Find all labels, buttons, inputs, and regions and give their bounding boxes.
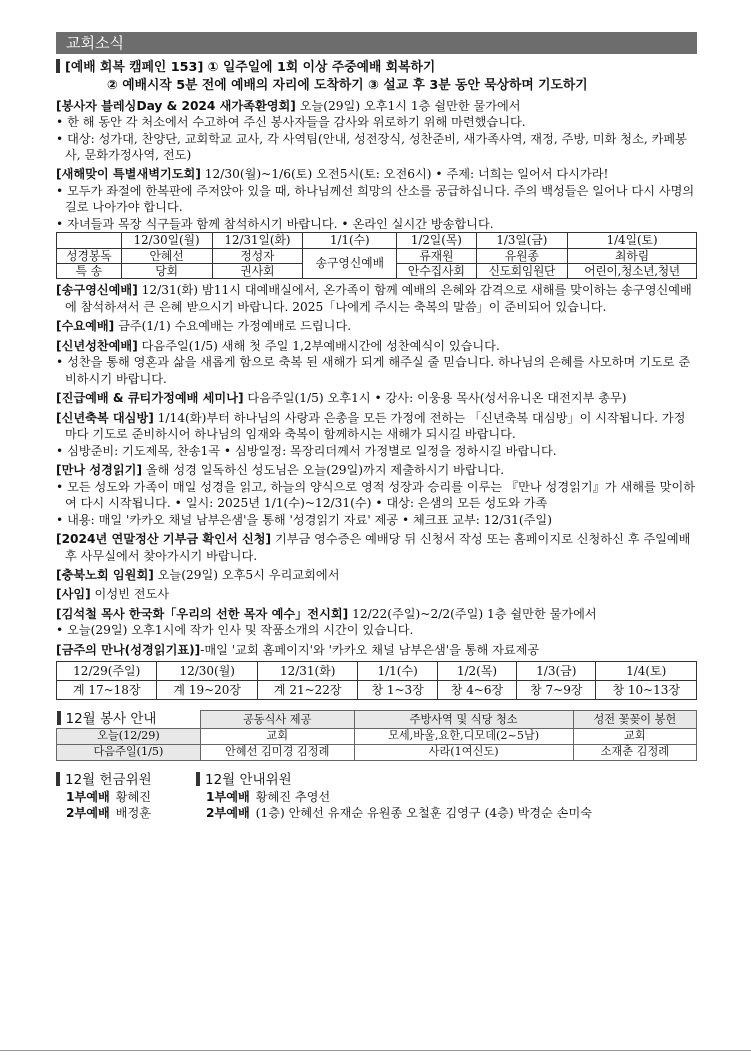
volunteer-notice [56,98,697,164]
table-row [57,233,697,248]
table-cell: 소재춘 김정례 [573,744,696,760]
service-table [56,710,697,760]
dawn-title: [새해맞이 특별새벽기도회] [56,167,201,182]
table-cell: 교회 [200,729,354,745]
table-cell: 1/3일(금) [476,233,568,248]
resign-text: 이성빈 전도사 [90,587,170,602]
campaign-line1: [예배 회복 캠페인 153] ① 일주일에 1회 이상 주중예배 회복하기 [65,60,436,76]
tax-title: [2024년 연말정산 기부금 확인서 신청] [56,532,272,547]
table-row [57,711,697,729]
table-cell: 12/29(주일) [57,662,157,681]
table-cell: 공동식사 제공 [200,711,354,729]
ushers-label1: 1부예배 [206,789,250,804]
table-row [57,662,697,681]
visit-text: 1/14(화)부터 하나님의 사랑과 은총을 모든 가정에 전하는 「신년축복 대심방」이 시작됩니다. 가정마다 기도로 준비하시어 하나님의 임재와 축복이 함께하시는 새해가 되시길 바랍니다. [65,410,686,442]
section-bar-icon [196,772,200,786]
table-cell: 권사회 [212,264,303,279]
offering-label2: 2부예배 [66,806,110,821]
communion-title: [신년성찬예배] [56,338,138,353]
dawn-schedule-table [56,232,697,279]
seminar-title: [진급예배 & 큐티가정예배 세미나] [56,391,244,406]
table-cell: 1/4일(토) [568,233,697,248]
tax-notice [56,531,697,564]
wed-text: 금주(1/1) 수요예배는 가정예배로 드립니다. [114,319,352,334]
section-banner: 교회소식 [56,32,697,54]
ushers-value2: (1층) 안혜선 유재순 유원종 오철훈 김영구 (4층) 박경순 손미숙 [251,806,592,821]
volunteer-title: [봉사자 블레싱Day & 2024 새가족환영회] [56,98,296,113]
section-bar-icon [57,711,61,725]
table-cell: 어린이,청소년,청년 [568,264,697,279]
table-cell: 창 4~6장 [437,681,516,700]
section-bar-icon [56,772,60,786]
volunteer-bullet1: • 한 해 동안 각 처소에서 수고하여 주신 봉사자들을 감사와 위로하기 위해 마련했습니다. [56,115,526,130]
newyear-title: [송구영신예배] [56,283,138,298]
table-cell: 12/31(화) [257,662,357,681]
table-cell: 성전 꽃꽂이 봉헌 [573,711,696,729]
offering-value2: 배정훈 [111,806,152,821]
offering-label1: 1부예배 [66,789,110,804]
tax-text: 기부금 영수증은 예배당 뒤 신청서 작성 또는 홈페이지로 신청하신 후 주일예배 후 사무실에서 찾아가시기 바랍니다. [65,532,691,563]
dawn-bullet2: • 자녀들과 목장 식구들과 함께 참석하시기 바랍니다. • 온라인 실시간 방송합니다. [56,216,494,231]
campaign-line2: ② 예배시작 5분 전에 예배의 자리에 도착하기 ③ 설교 후 3분 동안 묵상하며 기도하기 [107,77,588,93]
table-cell: 1/3(금) [517,662,596,681]
offering-title: 12월 헌금위원 [65,771,152,788]
exhibit-text: 12/22(주일)~2/2(주일) 1층 쉴만한 물가에서 [348,606,597,621]
table-cell: 1/2일(목) [397,233,476,248]
service-title: 12월 봉사 안내 [65,710,157,727]
manna-bullet2: • 내용: 매일 '카카오 채널 남부은샘'을 통해 '성경읽기 자료' 제공 • 체크표 교부: 12/31(주일) [56,512,552,527]
table-cell: 창 10~13장 [596,681,697,700]
footer-divider [0,1050,751,1051]
table-cell: 교회 [573,729,696,745]
table-cell: 1/2(목) [437,662,516,681]
table-cell: 안혜선 [121,248,212,263]
ushers-value1: 황혜진 추영선 [251,789,331,804]
table-cell: 오늘(12/29) [57,729,201,745]
table-cell: 1/1(수) [303,233,397,248]
table-cell: 신도회임원단 [476,264,568,279]
table-row [57,744,697,760]
table-cell: 다음주일(1/5) [57,744,201,760]
volunteer-text: 오늘(29일) 오후1시 1층 쉴만한 물가에서 [295,98,521,113]
dawn-prayer-notice [56,166,697,279]
weekly-title: [금주의 만나(성경읽기표)] [56,642,201,657]
table-cell: 12/30일(월) [121,233,212,248]
exhibit-notice [56,606,697,639]
table-row [57,729,697,745]
communion-notice [56,338,697,387]
presbytery-title: [충북노회 임원회] [56,567,154,582]
table-cell: 계 21~22장 [257,681,357,700]
service-title-cell [57,711,201,729]
table-cell: 유원종 [476,248,568,263]
table-cell: 계 19~20장 [157,681,257,700]
table-cell: 1/4(토) [596,662,697,681]
table-cell: 안혜선 김미경 김정례 [200,744,354,760]
volunteer-bullet2: • 대상: 성가대, 찬양단, 교회학교 교사, 각 사역팀(안내, 성전장식, 성찬준비, 새가족사역, 재정, 주방, 미화 청소, 카페봉사, 문화가정사역, 전도) [56,131,687,162]
weekly-text: -매일 '교회 홈페이지'와 '카카오 채널 남부은샘'을 통해 자료제공 [200,642,540,657]
table-cell: 계 17~18장 [57,681,157,700]
exhibit-title: [김석철 목사 한국화「우리의 선한 목자 예수」전시회] [56,606,349,621]
seminar-text: 다음주일(1/5) 오후1시 • 강사: 이웅용 목사(성서유니온 대전지부 총무) [243,391,627,406]
exhibit-bullet1: • 오늘(29일) 오후1시에 작가 인사 및 작품소개의 시간이 있습니다. [56,623,414,638]
table-cell: 안수집사회 [397,264,476,279]
resign-notice [56,586,697,602]
campaign [56,59,697,94]
communion-text: 다음주일(1/5) 새해 첫 주일 1,2부예배시간에 성찬예식이 있습니다. [137,338,500,353]
table-cell: 주방사역 및 식당 청소 [354,711,573,729]
offering-committee [56,771,196,822]
table-cell: 창 7~9장 [517,681,596,700]
visit-bullet1: • 심방준비: 기도제목, 찬송1곡 • 심방일정: 목장리더께서 가정별로 일정을 정하시길 바랍니다. [56,443,557,458]
newyear-service-notice [56,282,697,315]
manna-bullet1: • 모든 성도와 가족이 매일 성경을 읽고, 하늘의 양식으로 영적 성장과 승리를 이루는 『만나 성경읽기』가 새해를 맞이하여 다시 시작됩니다. • 일시: 2025년 1/1(수)~12/31(수) • 대상: 은샘의 모든 성도와 가족 [56,479,695,511]
presbytery-notice [56,567,697,583]
table-cell: 성경봉독 [57,248,122,263]
wednesday-notice [56,318,697,334]
communion-bullet1: • 성찬을 통해 영혼과 삶을 새롭게 함으로 축복 된 새해가 되게 해주실 줄 믿습니다. 하나님의 은혜를 사모하며 기도로 준비하시기 바랍니다. [56,355,691,386]
newyear-text: 12/31(화) 밤11시 대예배실에서, 온가족이 함께 예배의 은혜와 감격으로 새해를 맞이하는 송구영신예배에 참석하셔서 큰 은혜 받으시기 바랍니다. 2025「나에게 주시는 축복의 말씀」이 준비되어 있습니다. [65,283,692,314]
offering-value1: 황혜진 [111,789,152,804]
resign-title: [사임] [56,587,91,602]
table-cell: 송구영신예배 [303,248,397,279]
ushers-label2: 2부예배 [206,806,250,821]
table-cell: 1/1(수) [358,662,437,681]
manna-title: [만나 성경읽기] [56,463,143,478]
manna-text: 올해 성경 일독하신 성도님은 오늘(29일)까지 제출하시기 바랍니다. [142,463,505,478]
table-cell: 창 1~3장 [358,681,437,700]
weekly-reading [56,642,697,700]
visitation-notice [56,410,697,459]
table-cell: 류재원 [397,248,476,263]
reading-table [56,661,697,700]
committee-section [56,771,697,822]
table-cell: 12/30(월) [157,662,257,681]
dawn-bullet1: • 모두가 좌절에 한복판에 주저앉아 있을 때, 하나님께선 희망의 산소를 공급하십니다. 주의 백성들은 일어나 다시 사명의 길로 나아가야 합니다. [56,183,695,215]
wed-title: [수요예배] [56,319,115,334]
table-row [57,248,697,263]
seminar-notice [56,390,697,406]
usher-committee [196,771,592,822]
presbytery-text: 오늘(29일) 오후5시 우리교회에서 [153,567,340,582]
table-cell: 모세,바울,요한,디모데(2~5남) [354,729,573,745]
table-cell: 사라(1여신도) [354,744,573,760]
table-cell: 12/31일(화) [212,233,303,248]
table-cell: 최하림 [568,248,697,263]
table-cell: 특 송 [57,264,122,279]
visit-title: [신년축복 대심방] [56,410,154,425]
table-cell [57,233,122,248]
ushers-title: 12월 안내위원 [205,771,292,788]
section-bar-icon [56,59,60,73]
dawn-text: 12/30(월)~1/6(토) 오전5시(토: 오전6시) • 주제: 너희는 일어서 다시가라! [200,167,609,182]
manna-notice [56,462,697,528]
table-row [57,681,697,700]
table-cell: 정성자 [212,248,303,263]
table-cell: 당회 [121,264,212,279]
